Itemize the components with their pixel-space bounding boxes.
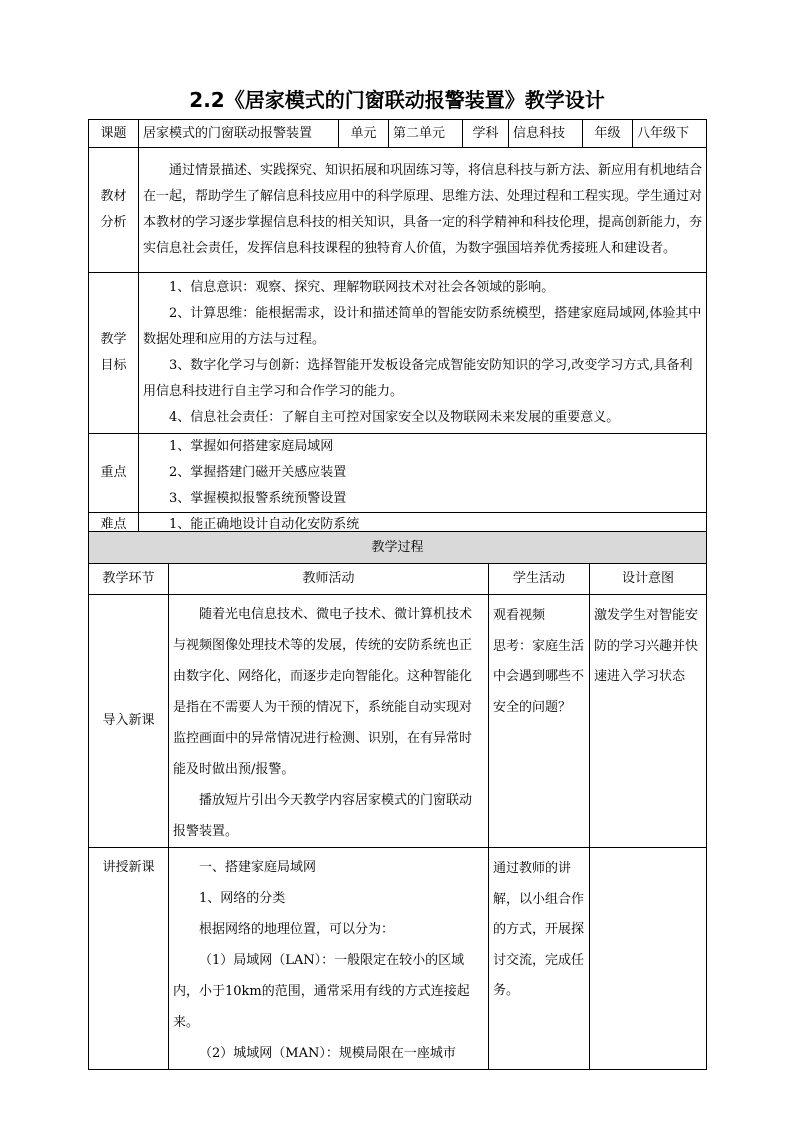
- topic-value: 居家模式的门窗联动报警装置: [139, 120, 339, 148]
- goals-label: 教学 目标: [89, 273, 139, 434]
- unit-label: 单元: [339, 120, 389, 148]
- column-header: 教学环节: [89, 564, 169, 595]
- table-row: [89, 848, 707, 1070]
- teacher-activity-paragraph: 一、搭建家庭局域网: [199, 860, 317, 875]
- student-activity: 观看视频 思考：家庭生活中会遇到哪些不安全的问题？: [493, 608, 585, 715]
- unit-value: 第二单元: [389, 120, 463, 148]
- key-point-item: 1、掌握如何搭建家庭局域网: [169, 439, 334, 454]
- teaching-process-table: [88, 531, 707, 1070]
- stage-cell: 讲授新课: [89, 848, 169, 1070]
- stage-cell: 导入新课: [89, 595, 169, 848]
- goal-item: 4、信息社会责任：了解自主可控对国家安全以及物联网未来发展的重要意义。: [169, 410, 620, 425]
- teacher-activity-paragraph: 播放短片引出今天教学内容居家模式的门窗联动报警装置。: [173, 793, 473, 839]
- student-activity: 通过教师的讲解，以小组合作的方式，开展探讨交流，完成任务。: [493, 861, 585, 998]
- difficulty-label: 难点: [89, 513, 139, 538]
- column-header: 设计意图: [590, 564, 707, 595]
- key-point-item: 2、掌握搭建门磁开关感应装置: [169, 465, 347, 480]
- goal-item: 2、计算思维：能根据需求，设计和描述简单的智能安防系统模型，搭建家庭局域网,体验其中数据处理和应用的方法与过程。: [143, 306, 702, 347]
- grade-label: 年级: [583, 120, 633, 148]
- goal-item: 3、数字化学习与创新：选择智能开发板设备完成智能安防知识的学习,改变学习方式,具备利用信息科技进行自主学习和合作学习的能力。: [143, 358, 693, 399]
- page-title: 2.2《居家模式的门窗联动报警装置》教学设计: [189, 88, 605, 112]
- column-header: 学生活动: [489, 564, 590, 595]
- process-header: 教学过程: [89, 532, 707, 564]
- key-points-label: 重点: [89, 434, 139, 513]
- analysis-label: 教材 分析: [89, 148, 139, 273]
- key-point-item: 3、掌握模拟报警系统预警设置: [169, 491, 347, 506]
- difficulty-text: 1、能正确地设计自动化安防系统: [169, 517, 360, 532]
- subject-label: 学科: [463, 120, 509, 148]
- teacher-activity-paragraph: 1、网络的分类: [199, 891, 286, 906]
- goal-item: 1、信息意识：观察、探究、理解物联网技术对社会各领域的影响。: [169, 280, 555, 295]
- analysis-text: 通过情景描述、实践探究、知识拓展和巩固练习等，将信息科技与新方法、新应用有机地结合在一起，帮助学生了解信息科技应用中的科学原理、思维方法、处理过程和工程实现。学生通过对本教材的学习逐步掌握信息科技的相关知识，具备一定的科学精神和科技伦理，提高创新能力，夯实信息社会责任，发挥信息科技课程的独特育人价值，为数字强国培养优秀接班人和建设者。: [143, 163, 703, 256]
- grade-value: 八年级下: [633, 120, 707, 148]
- teacher-activity-paragraph: 根据网络的地理位置，可以分为：: [199, 922, 395, 937]
- column-header: 教师活动: [169, 564, 489, 595]
- teacher-activity-paragraph: 随着光电信息技术、微电子技术、微计算机技术与视频图像处理技术等的发展，传统的安防系统也正由数字化、网络化，而逐步走向智能化。这种智能化是指在不需要人为干预的情况下，系统能自动实现对监控画面中的异常情况进行检测、识别，在有异常时能及时做出预/报警。: [173, 607, 473, 777]
- design-intent: 激发学生对智能安防的学习兴趣并快速进入学习状态: [594, 608, 699, 684]
- table-row: [89, 595, 707, 848]
- course-info-table: [88, 119, 707, 538]
- teacher-activity-paragraph: （1）局域网（LAN）：一般限定在较小的区域内，小于10km的范围，通常采用有线的方式连接起来。: [173, 953, 470, 1030]
- subject-value: 信息科技: [509, 120, 583, 148]
- design-intent: [594, 848, 702, 854]
- teacher-activity-paragraph: （2）城域网（MAN）：规模局限在一座城市: [199, 1046, 456, 1061]
- topic-label: 课题: [89, 120, 139, 148]
